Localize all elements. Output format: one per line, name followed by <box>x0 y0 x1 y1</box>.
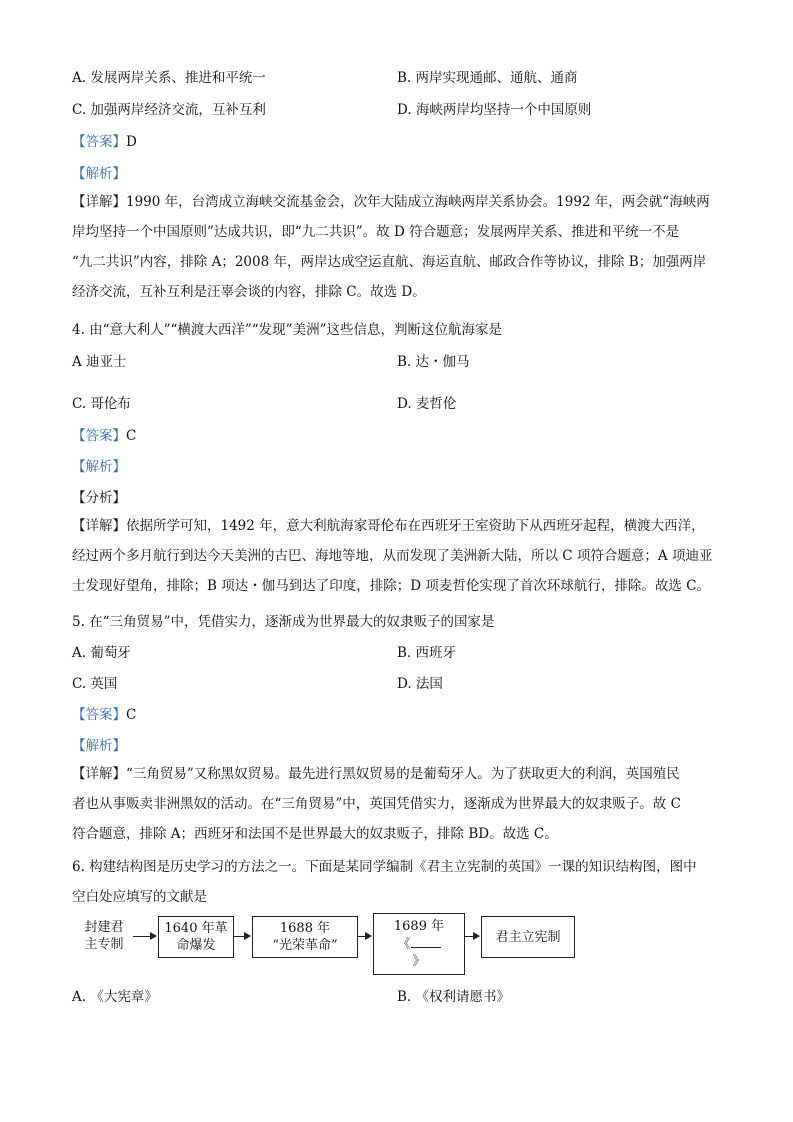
diagram-arrow <box>133 936 155 937</box>
q5-option-a: A. 葡萄牙 <box>72 645 131 661</box>
q5-option-c: C. 英国 <box>72 676 118 692</box>
diagram-box-autocracy: 封建君 主专制 <box>74 916 134 956</box>
detail-line: “九二共识”内容，排除 A；2008 年，两岸达成空运直航、海运直航、邮政合作等协议，排除 B；加强两岸 <box>72 254 707 270</box>
q3-option-d: D. 海峡两岸均坚持一个中国原则 <box>397 102 592 118</box>
detail-line: 符合题意，排除 A；西班牙和法国不是世界最大的奴隶贩子，排除 BD。故选 C。 <box>72 826 558 842</box>
diagram-box-1688: 1688 年 “光荣革命” <box>252 916 358 958</box>
q4-option-a: A 迪亚士 <box>72 354 127 370</box>
detail-line: 经济交流，互补互利是汪辜会谈的内容，排除 C。故选 D。 <box>72 284 426 300</box>
stem-line: 6. 构建结构图是历史学习的方法之一。下面是某同学编制《君主立宪制的英国》一课的知识结构图，图中 <box>72 859 697 875</box>
q6-stem <box>72 852 724 912</box>
detail-tag: 【详解】 <box>72 766 126 782</box>
q4-option-c: C. 哥伦布 <box>72 396 131 412</box>
q4-detail <box>72 511 724 601</box>
answer-value: C <box>126 428 137 444</box>
detail-line: 【详解】“三角贸易”又称黑奴贸易。最先进行黑奴贸易的是葡萄牙人。为了获取更大的利润，英国殖民 <box>72 766 680 782</box>
answer-tag: 【答案】 <box>72 428 126 444</box>
q3-option-a: A. 发展两岸关系、推进和平统一 <box>72 70 266 86</box>
detail-tag: 【详解】 <box>72 194 126 210</box>
diagram-arrow <box>233 936 249 937</box>
q3-answer <box>72 130 137 150</box>
answer-value: C <box>126 707 137 723</box>
q5-analysis-tag: 【解析】 <box>72 738 126 754</box>
stem-line: 空白处应填写的文献是 <box>72 889 207 905</box>
fill-blank <box>411 935 441 948</box>
q3-option-b: B. 两岸实现通邮、通航、通商 <box>397 70 578 86</box>
diagram-box-1689: 1689 年 《 》 <box>373 913 465 975</box>
q5-option-d: D. 法国 <box>397 676 443 692</box>
diagram-arrow <box>464 936 478 937</box>
q4-answer <box>72 424 136 444</box>
q3-analysis-tag: 【解析】 <box>72 166 126 182</box>
blank-line: 《 <box>397 935 440 953</box>
detail-line: 【详解】依据所学可知，1492 年，意大利航海家哥伦布在西班牙王室资助下从西班牙起程，横渡大西洋， <box>72 518 705 534</box>
answer-tag: 【答案】 <box>72 134 126 150</box>
detail-line: 者也从事贩卖非洲黑奴的活动。在“三角贸易”中，英国凭借实力，逐渐成为世界最大的奴隶贩子。故 C <box>72 796 681 812</box>
q4-stem: 4. 由“意大利人”“横渡大西洋”“发现”美洲”这些信息，判断这位航海家是 <box>72 322 502 338</box>
detail-line: 【详解】1990 年，台湾成立海峡交流基金会，次年大陆成立海峡两岸关系协会。1992 年，两会就“海峡两 <box>72 194 710 210</box>
q3-detail <box>72 187 724 307</box>
q5-option-b: B. 西班牙 <box>397 645 457 661</box>
q5-answer <box>72 703 136 723</box>
detail-tag: 【详解】 <box>72 518 126 534</box>
q4-option-d: D. 麦哲伦 <box>397 396 457 412</box>
q6-option-a: A. 《大宪章》 <box>72 989 158 1005</box>
diagram-box-constitutional-monarchy: 君主立宪制 <box>481 916 575 958</box>
q4-option-b: B. 达・伽马 <box>397 354 470 370</box>
answer-tag: 【答案】 <box>72 707 126 723</box>
q3-option-c: C. 加强两岸经济交流，互补互利 <box>72 102 266 118</box>
diagram-box-1640: 1640 年革 命爆发 <box>158 916 234 958</box>
q5-detail <box>72 759 724 849</box>
q5-stem: 5. 在“三角贸易”中，凭借实力，逐渐成为世界最大的奴隶贩子的国家是 <box>72 614 495 630</box>
q4-fenxi-tag: 【分析】 <box>72 490 126 506</box>
q4-analysis-tag: 【解析】 <box>72 459 126 475</box>
detail-line: 士发现好望角，排除；B 项达・伽马到达了印度，排除；D 项麦哲伦实现了首次环球航行，排除。故选 C。 <box>72 578 710 594</box>
diagram-arrow <box>357 936 370 937</box>
q6-option-b: B. 《权利请愿书》 <box>397 989 511 1005</box>
detail-line: 经过两个多月航行到达今天美洲的古巴、海地等地，从而发现了美洲新大陆，所以 C 项符合题意；A 项迪亚 <box>72 548 713 564</box>
answer-value: D <box>126 134 137 150</box>
detail-line: 岸均坚持一个中国原则”达成共识，即“九二共识”。故 D 符合题意；发展两岸关系、推进和平统一不是 <box>72 224 680 240</box>
